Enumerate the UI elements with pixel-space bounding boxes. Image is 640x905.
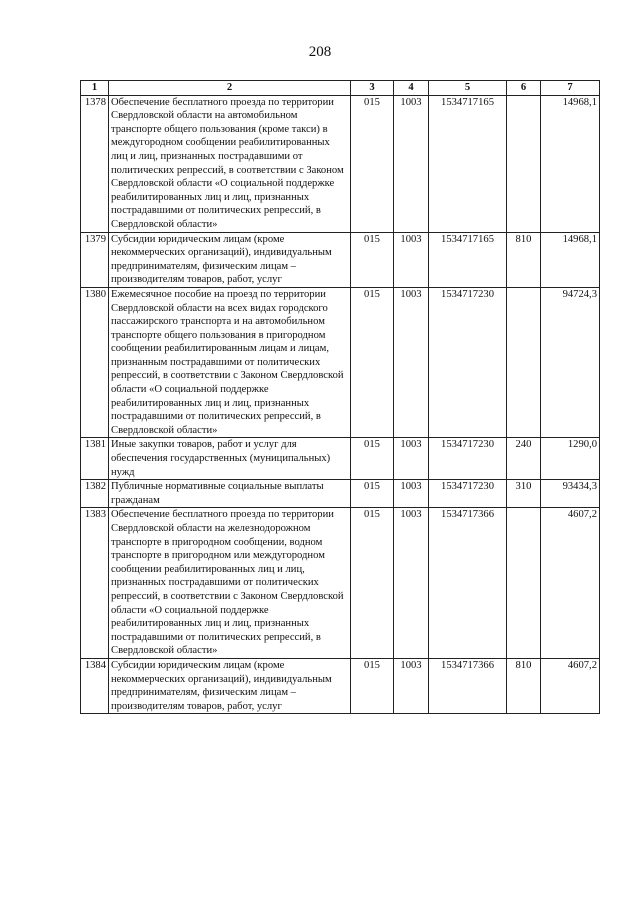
table-row bbox=[81, 480, 600, 508]
expense-type-code bbox=[507, 287, 541, 438]
header-col-6: 6 bbox=[507, 81, 541, 96]
table-row bbox=[81, 508, 600, 659]
expense-type-code: 810 bbox=[507, 658, 541, 713]
row-description: Субсидии юридическим лицам (кроме некоммерческих организаций), индивидуальным предпринимателям, физическим лицам – производителям товаров, работ, услуг bbox=[109, 658, 351, 713]
expense-type-code bbox=[507, 508, 541, 659]
ministry-code: 015 bbox=[351, 287, 394, 438]
table-header-row bbox=[81, 81, 600, 96]
row-description: Ежемесячное пособие на проезд по территории Свердловской области на всех видах городского пассажирского транспорта и на автомобильном транспорте общего пользования в пригородном сообщении реабилитированным лицам и лицам, признанным пострадавшими от политических репрессий, в соответствии с Законом Свердловской области «О социальной поддержке реабилитированных лиц и лиц, признанных пострадавшими от политических репрессий, в Свердловской области» bbox=[109, 287, 351, 438]
expense-type-code: 810 bbox=[507, 232, 541, 287]
row-description: Субсидии юридическим лицам (кроме некоммерческих организаций), индивидуальным предпринимателям, физическим лицам – производителям товаров, работ, услуг bbox=[109, 232, 351, 287]
section-code: 1003 bbox=[394, 438, 429, 480]
ministry-code: 015 bbox=[351, 232, 394, 287]
row-number: 1381 bbox=[81, 438, 109, 480]
page-number: 208 bbox=[308, 44, 332, 60]
header-col-1: 1 bbox=[81, 81, 109, 96]
row-amount: 4607,2 bbox=[541, 658, 600, 713]
target-code: 1534717165 bbox=[429, 232, 507, 287]
section-code: 1003 bbox=[394, 287, 429, 438]
header-col-4: 4 bbox=[394, 81, 429, 96]
header-col-5: 5 bbox=[429, 81, 507, 96]
row-number: 1378 bbox=[81, 95, 109, 232]
section-code: 1003 bbox=[394, 480, 429, 508]
ministry-code: 015 bbox=[351, 508, 394, 659]
expense-type-code: 240 bbox=[507, 438, 541, 480]
row-number: 1383 bbox=[81, 508, 109, 659]
target-code: 1534717230 bbox=[429, 480, 507, 508]
target-code: 1534717230 bbox=[429, 287, 507, 438]
expense-type-code: 310 bbox=[507, 480, 541, 508]
target-code: 1534717366 bbox=[429, 508, 507, 659]
table-row bbox=[81, 95, 600, 232]
row-number: 1380 bbox=[81, 287, 109, 438]
row-number: 1379 bbox=[81, 232, 109, 287]
row-amount: 93434,3 bbox=[541, 480, 600, 508]
header-col-2: 2 bbox=[109, 81, 351, 96]
table-row bbox=[81, 287, 600, 438]
row-number: 1384 bbox=[81, 658, 109, 713]
row-description: Иные закупки товаров, работ и услуг для обеспечения государственных (муниципальных) нужд bbox=[109, 438, 351, 480]
ministry-code: 015 bbox=[351, 438, 394, 480]
row-amount: 4607,2 bbox=[541, 508, 600, 659]
expense-type-code bbox=[507, 95, 541, 232]
row-number: 1382 bbox=[81, 480, 109, 508]
header-col-7: 7 bbox=[541, 81, 600, 96]
row-amount: 1290,0 bbox=[541, 438, 600, 480]
ministry-code: 015 bbox=[351, 95, 394, 232]
row-amount: 94724,3 bbox=[541, 287, 600, 438]
header-col-3: 3 bbox=[351, 81, 394, 96]
ministry-code: 015 bbox=[351, 480, 394, 508]
row-amount: 14968,1 bbox=[541, 232, 600, 287]
target-code: 1534717165 bbox=[429, 95, 507, 232]
row-description: Публичные нормативные социальные выплаты гражданам bbox=[109, 480, 351, 508]
table-row bbox=[81, 232, 600, 287]
section-code: 1003 bbox=[394, 508, 429, 659]
ministry-code: 015 bbox=[351, 658, 394, 713]
table-row bbox=[81, 658, 600, 713]
row-description: Обеспечение бесплатного проезда по территории Свердловской области на железнодорожном транспорте в пригородном сообщении, водном транспорте в пригородном или междугородном сообщении реабилитированных лиц и лиц, признанных пострадавшими от политических репрессий, в соответствии с Законом Свердловской области «О социальной поддержке реабилитированных лиц и лиц, признанных пострадавшими от политических репрессий, в Свердловской области» bbox=[109, 508, 351, 659]
section-code: 1003 bbox=[394, 658, 429, 713]
section-code: 1003 bbox=[394, 95, 429, 232]
budget-table bbox=[80, 80, 600, 714]
row-description: Обеспечение бесплатного проезда по территории Свердловской области на автомобильном транспорте общего пользования (кроме такси) в междугородном сообщении реабилитированных лиц и лиц, признанных пострадавшими от политических репрессий, в соответствии с Законом Свердловской области «О социальной поддержке реабилитированных лиц и лиц, признанных пострадавшими от политических репрессий, в Свердловской области» bbox=[109, 95, 351, 232]
table-row bbox=[81, 438, 600, 480]
target-code: 1534717230 bbox=[429, 438, 507, 480]
row-amount: 14968,1 bbox=[541, 95, 600, 232]
section-code: 1003 bbox=[394, 232, 429, 287]
target-code: 1534717366 bbox=[429, 658, 507, 713]
